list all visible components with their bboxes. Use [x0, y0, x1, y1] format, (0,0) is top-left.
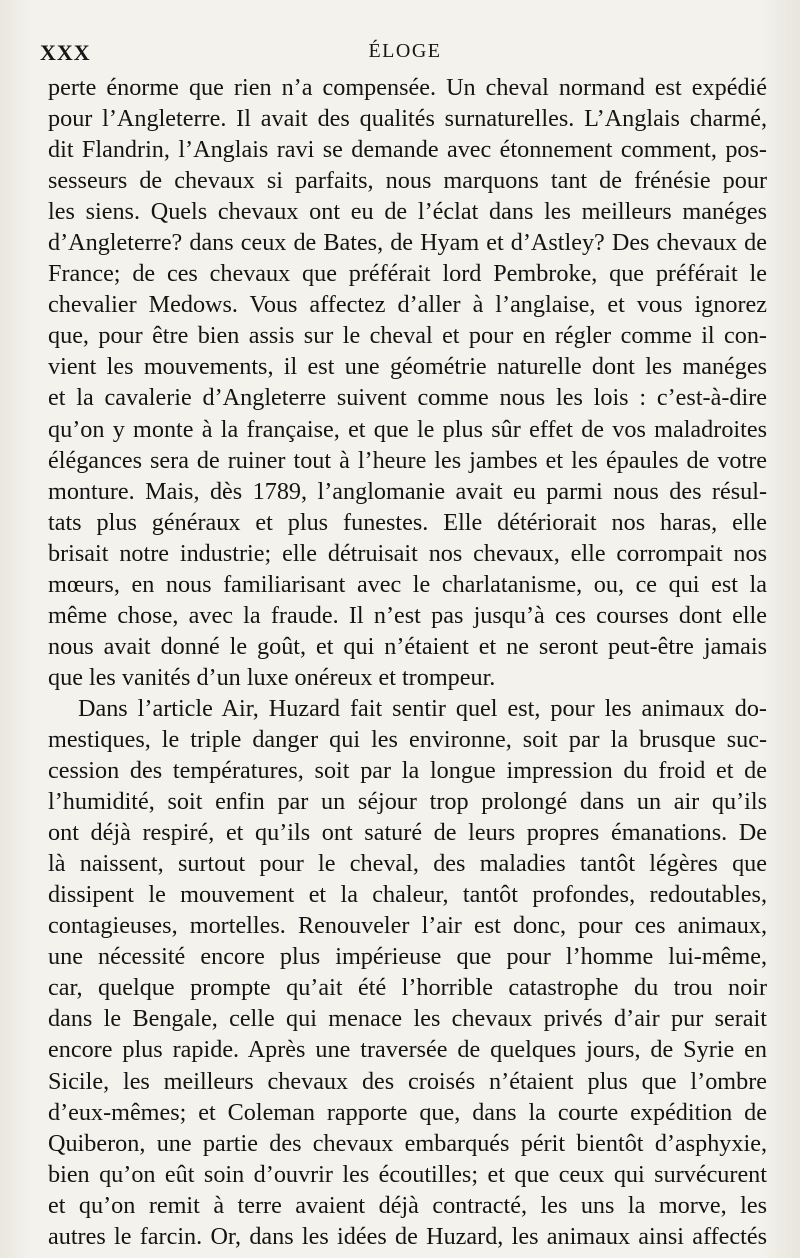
text-line-1: perte énorme que rien n’a compensée. Un cheval normand est expédié: [48, 74, 767, 101]
text-line-22: mestiques, le triple danger qui les environne, soit par la brusque suc-: [48, 725, 767, 753]
text-line-33: Sicile, les meilleurs chevaux des croisés n’étaient plus que l’ombre: [48, 1067, 767, 1095]
text-line-38: autres le farcin. Or, dans les idées de Huzard, les animaux ainsi affectés: [48, 1222, 767, 1250]
text-line-7: France; de ces chevaux que préférait lord Pembroke, que préférait le: [48, 260, 767, 288]
text-line-37: et qu’on remit à terre avaient déjà contracté, les uns la morve, les: [48, 1191, 767, 1219]
text-line-6: d’Angleterre? dans ceux de Bates, de Hyam et d’Astley? Des chevaux de: [48, 229, 767, 257]
text-line-35: Quiberon, une partie des chevaux embarqués périt bientôt d’asphyxie,: [48, 1129, 767, 1157]
text-line-8: chevalier Medows. Vous affectez d’aller à l’anglaise, et vous ignorez: [48, 291, 767, 319]
text-line-11: et la cavalerie d’Angleterre suivent comme nous les lois : c’est-à-dire: [48, 384, 767, 412]
text-line-4: sesseurs de chevaux si parfaits, nous marquons tant de frénésie pour: [48, 167, 767, 195]
text-line-32: encore plus rapide. Après une traversée de quelques jours, de Syrie en: [48, 1036, 767, 1064]
text-line-2: pour l’Angleterre. Il avait des qualités surnaturelles. L’Anglais charmé,: [48, 105, 767, 133]
text-line-31: dans le Bengale, celle qui menace les chevaux privés d’air pur serait: [48, 1005, 767, 1033]
text-line-5: les siens. Quels chevaux ont eu de l’éclat dans les meilleurs manéges: [48, 198, 767, 226]
page-number: XXX: [40, 40, 91, 65]
text-line-23: cession des températures, soit par la longue impression du froid et de: [48, 757, 767, 785]
text-line-13: élégances sera de ruiner tout à l’heure les jambes et les épaules de votre: [48, 446, 767, 474]
body-text: [48, 72, 767, 1252]
text-line-25: ont déjà respiré, et qu’ils ont saturé de leurs propres émanations. De: [48, 819, 767, 847]
text-line-34: d’eux-mêmes; et Coleman rapporte que, dans la courte expédition de: [48, 1098, 767, 1126]
text-line-27: dissipent le mouvement et la chaleur, tantôt profondes, redoutables,: [48, 881, 767, 909]
text-line-12: qu’on y monte à la française, et que le plus sûr effet de vos maladroites: [48, 415, 767, 443]
text-line-26: là naissent, surtout pour le cheval, des maladies tantôt légères que: [48, 850, 767, 878]
text-line-18: même chose, avec la fraude. Il n’est pas jusqu’à ces courses dont elle: [48, 601, 767, 629]
page-header: [40, 30, 770, 70]
text-line-20: que les vanités d’un luxe onéreux et trompeur.: [48, 663, 496, 691]
text-line-3: dit Flandrin, l’Anglais ravi se demande avec étonnement comment, pos-: [48, 136, 767, 164]
text-line-24: l’humidité, soit enfin par un séjour trop prolongé dans un air qu’ils: [48, 788, 767, 816]
text-line-14: monture. Mais, dès 1789, l’anglomanie avait eu parmi nous des résul-: [48, 477, 767, 505]
text-line-21: Dans l’article Air, Huzard fait sentir quel est, pour les animaux do-: [78, 694, 767, 722]
text-line-15: tats plus généraux et plus funestes. Elle détériorait nos haras, elle: [48, 508, 767, 536]
text-line-30: car, quelque prompte qu’ait été l’horrible catastrophe du trou noir: [48, 974, 767, 1002]
text-line-16: brisait notre industrie; elle détruisait nos chevaux, elle corrompait nos: [48, 539, 767, 567]
text-line-19: nous avait donné le goût, et qui n’étaient et ne seront peut-être jamais: [48, 632, 767, 660]
text-line-36: bien qu’on eût soin d’ouvrir les écoutilles; et que ceux qui survécurent: [48, 1160, 767, 1188]
running-head: ÉLOGE: [368, 40, 442, 62]
text-line-29: une nécessité encore plus impérieuse que pour l’homme lui-même,: [48, 943, 767, 971]
text-line-10: vient les mouvements, il est une géométrie naturelle dont les manéges: [48, 353, 767, 381]
text-line-9: que, pour être bien assis sur le cheval et pour en régler comme il con-: [48, 322, 767, 350]
text-line-28: contagieuses, mortelles. Renouveler l’air est donc, pour ces animaux,: [48, 912, 767, 940]
text-line-17: mœurs, en nous familiarisant avec le charlatanisme, ou, ce qui est la: [48, 570, 767, 598]
